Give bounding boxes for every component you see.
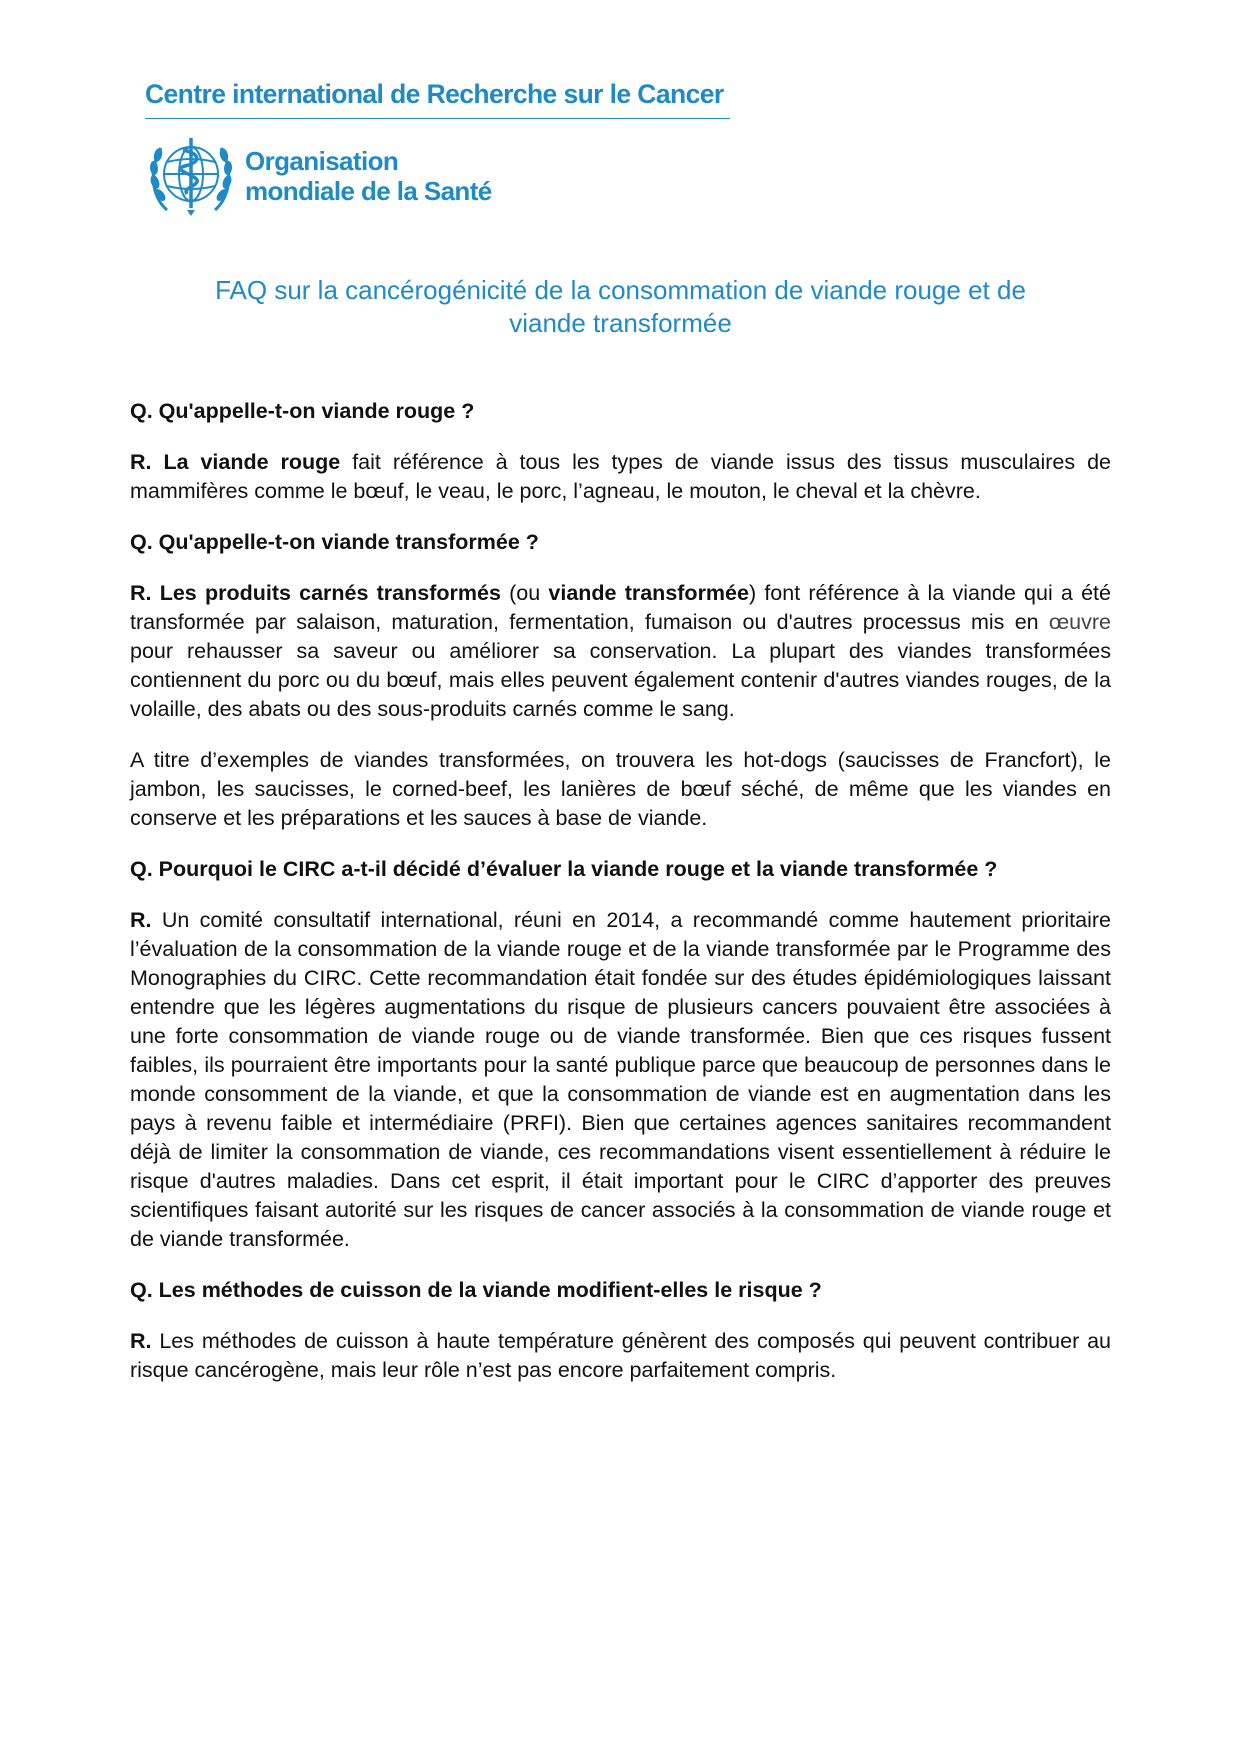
document-title [130,274,1111,340]
answer-3-lead: R. [130,908,152,932]
answer-2-oeuvre: œuvre [1048,610,1111,634]
question-4: Q. Les méthodes de cuisson de la viande modifient-elles le risque ? [130,1278,822,1302]
who-logo-block [145,130,730,222]
question-3: Q. Pourquoi le CIRC a-t-il décidé d’évaluer la viande rouge et la viande transformée ? [130,857,998,881]
answer-2-lead: R. Les produits carnés transformés [130,581,501,605]
faq-content [130,397,1111,1385]
who-name-line1: Organisation [245,146,399,176]
who-name-line2: mondiale de la Santé [245,176,492,206]
answer-3-text: Un comité consultatif international, réuni en 2014, a recommandé comme hautement prioritaire l’évaluation de la consommation de la viande rouge et de la viande transformée par le Programme des Monographies du CIRC. Cette recommandation était fondée sur des études épidémiologiques laissant entendre que les légères augmentations du risque de plusieurs cancers pouvaient être associées à une forte consommation de viande rouge ou de viande transformée. Bien que ces risques fussent faibles, ils pourraient être importants pour la santé publique parce que beaucoup de personnes dans le monde consomment de la viande, et que la consommation de viande est en augmentation dans les pays à revenu faible et intermédiaire (PRFI). Bien que certaines agences sanitaires recommandent déjà de limiter la consommation de viande, ces recommandations visent essentiellement à réduire le risque d'autres maladies. Dans cet esprit, il était important pour le CIRC d’apporter des preuves scientifiques faisant autorité sur les risques de cancer associés à la consommation de viande rouge et de viande transformée. [130,908,1111,1251]
answer-2 [130,579,1111,724]
answer-4-text: Les méthodes de cuisson à haute température génèrent des composés qui peuvent contribuer au risque cancérogène, mais leur rôle n’est pas encore parfaitement compris. [130,1329,1111,1382]
answer-2-paragraph-2: A titre d’exemples de viandes transformées, on trouvera les hot-dogs (saucisses de Francfort), le jambon, les saucisses, le corned-beef, les lanières de bœuf séché, de même que les viandes en conserve et les préparations et les sauces à base de viande. [130,748,1111,830]
iarc-title: Centre international de Recherche sur le Cancer [145,79,724,109]
answer-2-end: pour rehausser sa saveur ou améliorer sa conservation. La plupart des viandes transformées contiennent du porc ou du bœuf, mais elles peuvent également contenir d'autres viandes rouges, de la volaille, des abats ou des sous-produits carnés comme le sang. [130,639,1111,721]
question-2: Q. Qu'appelle-t-on viande transformée ? [130,530,539,554]
answer-1-text: fait référence à tous les types de viande issus des tissus musculaires de mammifères comme le bœuf, le veau, le porc, l’agneau, le mouton, le cheval et la chèvre. [130,450,1111,503]
document-title-line2: viande transformée [509,308,732,338]
letterhead [145,78,730,222]
answer-2-mid2: ) font référence à la viande qui a été transformée par salaison, maturation, fermentation, fumaison ou d'autres processus mis en [130,581,1111,634]
answer-1 [130,448,1111,506]
answer-4 [130,1327,1111,1385]
document-title-line1: FAQ sur la cancérogénicité de la consommation de viande rouge et de [215,275,1026,305]
who-name [245,146,492,206]
answer-2-bold2: viande transformée [548,581,749,605]
answer-3 [130,906,1111,1254]
answer-4-lead: R. [130,1329,152,1353]
header-divider [145,118,730,119]
answer-2-mid1: (ou [500,581,549,605]
who-emblem-icon [145,130,237,222]
question-1: Q. Qu'appelle-t-on viande rouge ? [130,399,475,423]
answer-1-lead: R. La viande rouge [130,450,341,474]
